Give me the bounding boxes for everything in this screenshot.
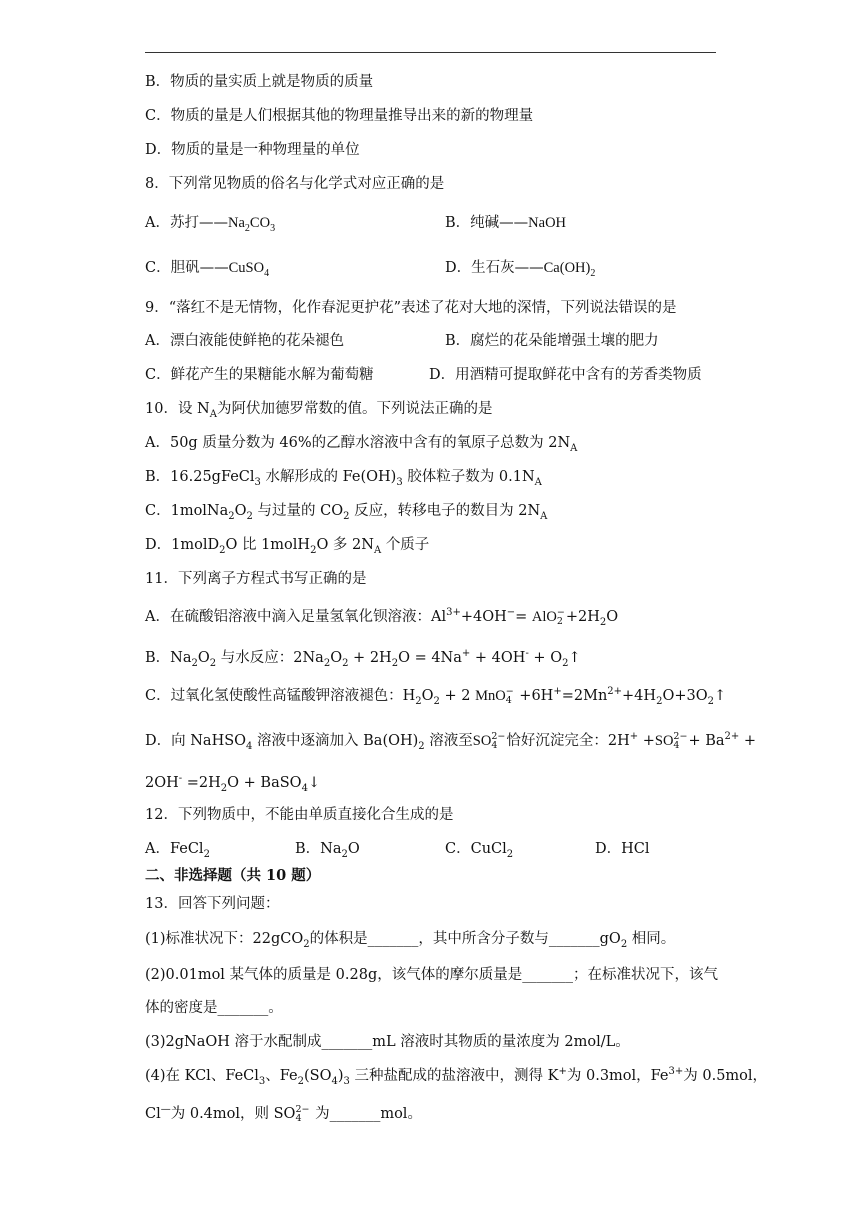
- q10-option-c: C．$1molNa_2O_2$ 与过量的 $CO_2$ 反应，转移电子的数目为 $2N_A$: [145, 503, 548, 522]
- q13-part2-line1: (2)0.01mol 某气体的质量是 0.28g，该气体的摩尔质量是_______；在标准状况下，该气: [145, 967, 718, 983]
- q12-option-a: A．FeCl$_2$: [145, 841, 210, 860]
- q8-option-c: C．胆矾——CuSO$_4$: [145, 260, 270, 279]
- section-heading: 二、非选择题（共 10 题）: [145, 867, 321, 884]
- q12-stem: 12．下列物质中，不能由单质直接化合生成的是: [145, 807, 454, 823]
- q13-part4-line2: Cl—为 0.4mol，则 SO 2− 4 为_______mol。: [145, 1104, 422, 1124]
- q9-option-a: A．漂白液能使鲜艳的花朵褪色: [145, 333, 344, 349]
- q7-option-c: C．物质的量是人们根据其他的物理量推导出来的新的物理量: [145, 108, 534, 124]
- q13-part4-line1: (4)在 KCl、FeCl$_3$、$Fe_2(SO_4)_3$ 三种盐配成的盐溶液中，测得 K+为 0.3mol，$Fe^{3+}$为 0.5mol，: [145, 1066, 768, 1087]
- q9-option-d: D．用酒精可提取鲜花中含有的芳香类物质: [429, 367, 702, 383]
- q13-part3: (3)2gNaOH 溶于水配制成_______mL 溶液时其物质的量浓度为 2mol/L。: [145, 1034, 630, 1050]
- q11-option-b: B．$Na_2O_2$ 与水反应：$2Na_2O_2 + 2H_2O = 4Na^+ + 4OH^-$ + $O_2↑$: [145, 648, 581, 669]
- q10-option-a: A．50g 质量分数为 46%的乙醇水溶液中含有的氧原子总数为 $2N_A$: [145, 435, 578, 454]
- q10-option-b: B．16.25gFeCl$_3$ 水解形成的 $Fe(OH)_3$ 胶体粒子数为 $0.1N_A$: [145, 469, 542, 488]
- header-rule: [145, 52, 716, 53]
- q12-option-b: B．$Na_2O$: [295, 841, 360, 860]
- q9-option-c: C．鲜花产生的果糖能水解为葡萄糖: [145, 367, 374, 383]
- q9-stem: 9．“落红不是无情物，化作春泥更护花”表述了花对大地的深情，下列说法错误的是: [145, 300, 677, 316]
- q13-part2-line2: 体的密度是_______。: [145, 1000, 283, 1016]
- q11-option-a: A．在硫酸铝溶液中滴入足量氢氧化钡溶液：$Al^{3+}+4OH^-=$ AlO − 2 $+2H_2O$: [145, 607, 619, 628]
- q12-option-d: D．HCl: [595, 841, 650, 857]
- q10-stem: 10．设 $N_A$为阿伏加德罗常数的值。下列说法正确的是: [145, 401, 493, 420]
- q13-part1: (1)标准状况下：22gCO$_2$的体积是_______，其中所含分子数与$\_\_\_\_\_\_\_gO_2$ 相同。: [145, 931, 676, 950]
- q13-stem: 13．回答下列问题：: [145, 896, 280, 912]
- q8-option-b: B．纯碱——NaOH: [445, 215, 567, 231]
- q10-option-d: D．1molD$_2$O 比 1molH$_2$O 多 $2N_A$ 个质子: [145, 537, 430, 556]
- q7-option-d: D．物质的量是一种物理量的单位: [145, 142, 360, 158]
- q11-option-d-cont: $2OH^- =2H_2O$ + BaSO$_4$↓: [145, 773, 321, 794]
- q8-stem: 8．下列常见物质的俗名与化学式对应正确的是: [145, 176, 445, 192]
- q9-option-b: B．腐烂的花朵能增强土壤的肥力: [445, 333, 659, 349]
- q11-option-c: C．过氧化氢使酸性高锰酸钾溶液褪色：$H_2O_2 + 2$ MnO − 4 $+6H^+=2Mn^{2+}+4H_2O+3O_2↑$: [145, 686, 727, 707]
- q12-option-c: C．CuCl$_2$: [445, 841, 514, 860]
- q8-option-a: A．苏打$——Na_2CO_3$: [145, 215, 276, 234]
- q11-stem: 11．下列离子方程式书写正确的是: [145, 571, 367, 587]
- q11-option-d: D．向 NaHSO$_4$ 溶液中逐滴加入 $Ba(OH)_2$ 溶液至SO 2− 4 恰好沉淀完全：2H+ +SO 2− 4 + $Ba^{2+}$ +: [145, 731, 757, 752]
- q8-option-d: D．生石灰$——Ca(OH)_2$: [445, 260, 596, 279]
- q7-option-b: B．物质的量实质上就是物质的质量: [145, 74, 374, 90]
